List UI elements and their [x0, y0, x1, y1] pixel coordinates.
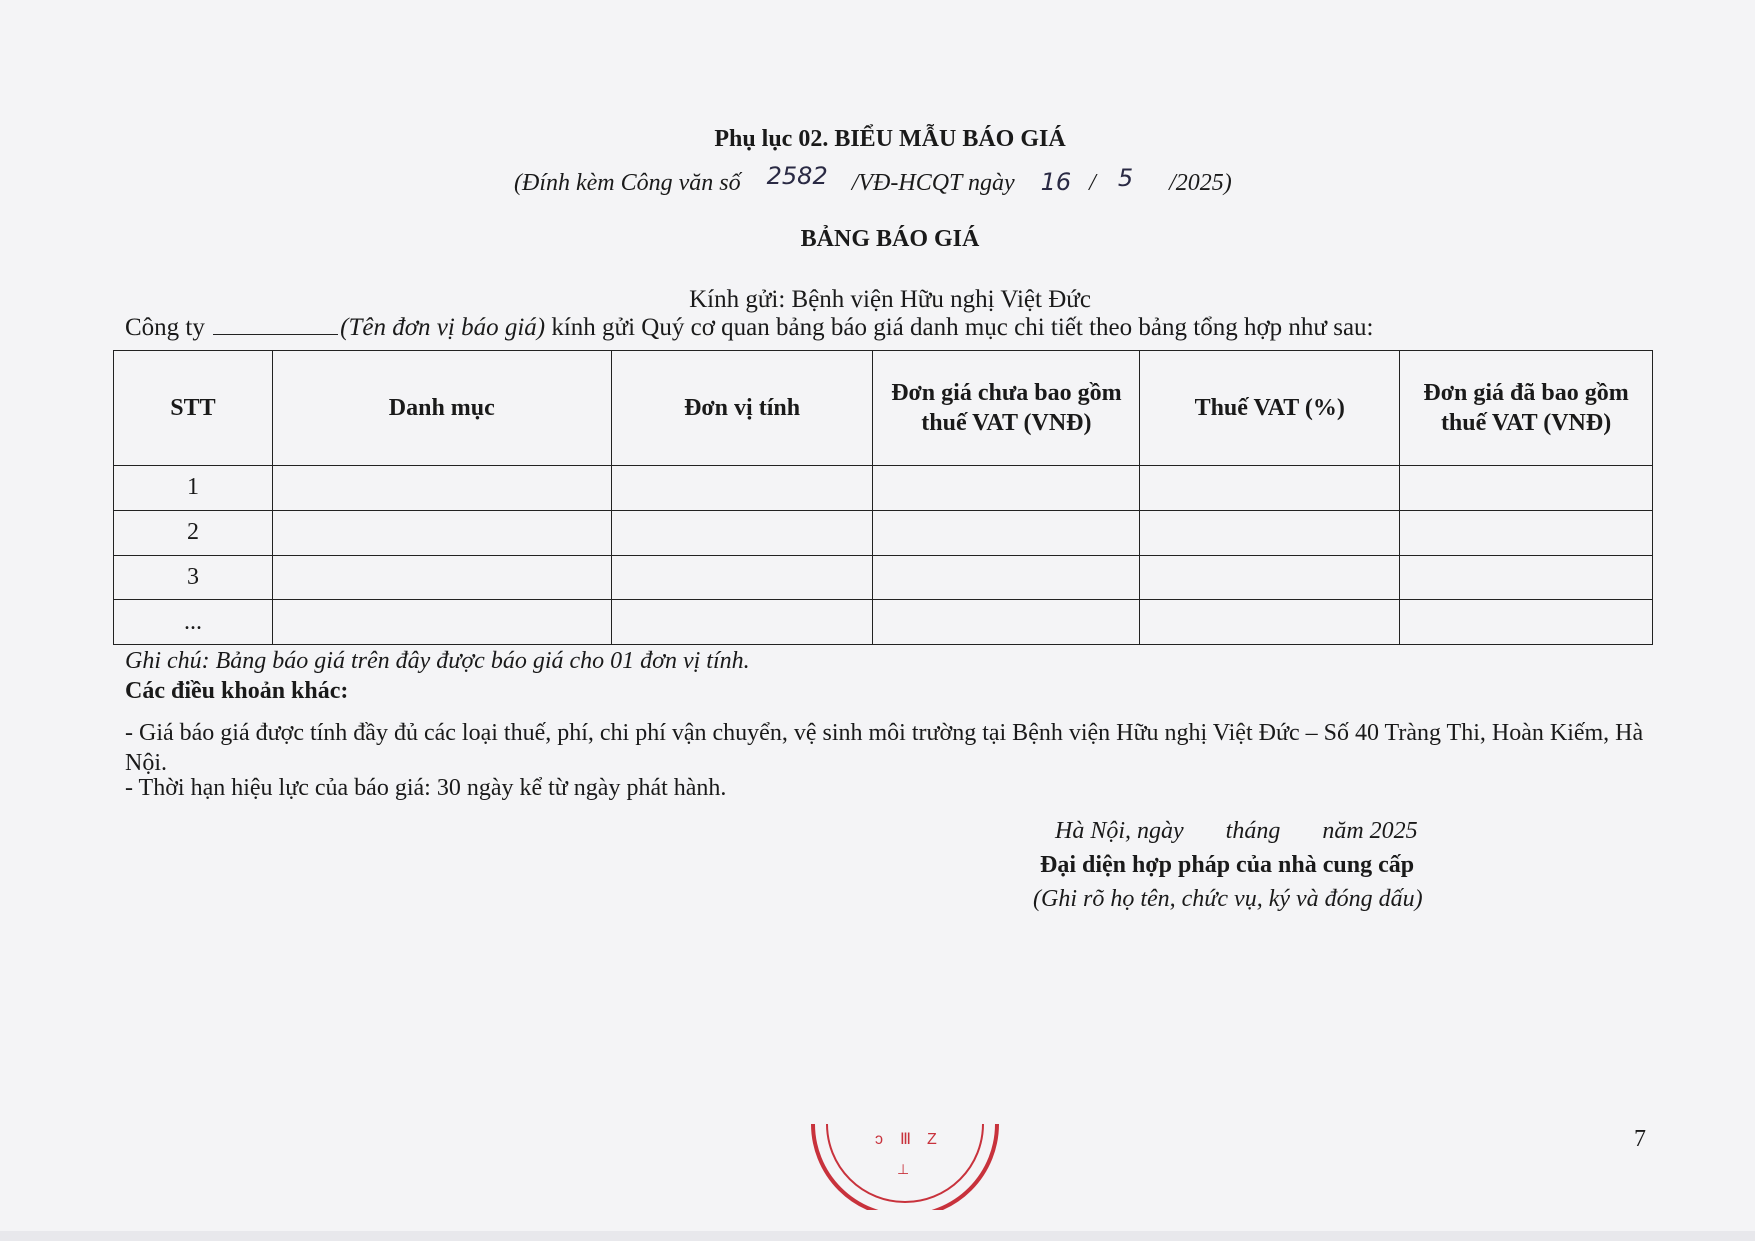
cell-price-incl [1400, 466, 1653, 511]
header-unit: Đơn vị tính [611, 351, 873, 466]
row-stt: 1 [114, 466, 273, 511]
cell-vat [1140, 510, 1400, 555]
scan-edge [0, 1231, 1755, 1241]
table-header-row [114, 351, 1653, 466]
term-2: - Thời hạn hiệu lực của báo giá: 30 ngày kể từ ngày phát hành. [125, 775, 727, 801]
svg-text:Z: Z [927, 1131, 937, 1148]
date-separator: / [1089, 170, 1096, 196]
cell-price-incl [1400, 600, 1653, 645]
header-price-excl-vat: Đơn giá chưa bao gồm thuế VAT (VNĐ) [873, 351, 1140, 466]
header-item: Danh mục [272, 351, 611, 466]
cell-unit [611, 510, 873, 555]
red-seal-stamp [805, 1120, 1005, 1210]
representative-title: Đại diện hợp pháp của nhà cung cấp [1040, 852, 1415, 878]
recipient-line: Kính gửi: Bệnh viện Hữu nghị Việt Đức [689, 286, 1091, 313]
intro-italic: (Tên đơn vị báo giá) [340, 314, 546, 341]
cell-price-excl [873, 600, 1140, 645]
year-suffix: /2025) [1169, 170, 1232, 196]
cell-price-excl [873, 555, 1140, 600]
attachment-prefix: (Đính kèm Công văn số [514, 170, 741, 196]
cell-vat [1140, 466, 1400, 511]
cell-price-excl [873, 510, 1140, 555]
cell-vat [1140, 555, 1400, 600]
attachment-mid: /VĐ-HCQT ngày [851, 170, 1015, 196]
other-terms-title: Các điều khoản khác: [125, 678, 349, 704]
table-row [114, 555, 1653, 600]
svg-text:ɔ: ɔ [875, 1131, 883, 1148]
handwritten-doc-number: 2582 [766, 162, 828, 190]
handwritten-day: 16 [1040, 168, 1072, 196]
cell-price-incl [1400, 555, 1653, 600]
table-row [114, 466, 1653, 511]
cell-item [272, 555, 611, 600]
header-vat-rate: Thuế VAT (%) [1140, 351, 1400, 466]
svg-text:⊥: ⊥ [897, 1161, 910, 1177]
svg-text:Ⅲ: Ⅲ [900, 1131, 912, 1148]
signature-hint: (Ghi rõ họ tên, chức vụ, ký và đóng dấu) [1033, 886, 1423, 912]
row-stt: ... [114, 600, 273, 645]
page-number: 7 [1634, 1126, 1646, 1152]
intro-suffix: kính gửi Quý cơ quan bảng báo giá danh mục chi tiết theo bảng tổng hợp như sau: [545, 314, 1374, 341]
row-stt: 2 [114, 510, 273, 555]
table-row [114, 510, 1653, 555]
note-line: Ghi chú: Bảng báo giá trên đây được báo giá cho 01 đơn vị tính. [125, 648, 750, 674]
date-place-line: Hà Nội, ngày tháng năm 2025 [1055, 818, 1418, 844]
cell-unit [611, 600, 873, 645]
table-row [114, 600, 1653, 645]
cell-item [272, 600, 611, 645]
appendix-title: Phụ lục 02. BIỂU MẪU BÁO GIÁ [714, 126, 1066, 152]
cell-price-incl [1400, 510, 1653, 555]
handwritten-month: 5 [1117, 164, 1134, 192]
quote-table [113, 350, 1653, 645]
cell-vat [1140, 600, 1400, 645]
sheet-title: BẢNG BÁO GIÁ [800, 226, 980, 252]
attachment-line [514, 162, 1232, 197]
intro-line [125, 314, 1374, 342]
cell-item [272, 466, 611, 511]
cell-item [272, 510, 611, 555]
term-1: - Giá báo giá được tính đầy đủ các loại thuế, phí, chi phí vận chuyển, vệ sinh môi trường tại Bệnh viện Hữu nghị Việt Đức – Số 40 Tràng Thi, Hoàn Kiếm, Hà Nội. [125, 720, 1644, 776]
cell-unit [611, 466, 873, 511]
cell-price-excl [873, 466, 1140, 511]
cell-unit [611, 555, 873, 600]
header-price-incl-vat: Đơn giá đã bao gồm thuế VAT (VNĐ) [1400, 351, 1653, 466]
header-stt: STT [114, 351, 273, 466]
intro-prefix: Công ty [125, 314, 205, 341]
company-name-blank [213, 314, 338, 335]
row-stt: 3 [114, 555, 273, 600]
